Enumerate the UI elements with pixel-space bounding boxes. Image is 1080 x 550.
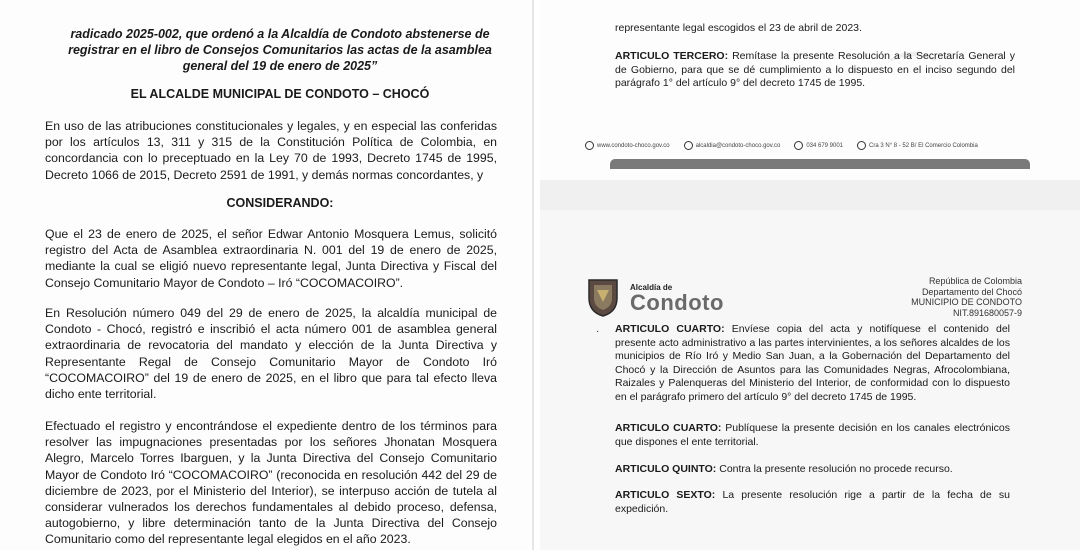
attributions-paragraph: En uso de las atribuciones constitucionales y legales, y en especial las conferidas por los artículos 13, 311 y 315 de la Constitución Política de Colombia, en concordancia con lo preceptuado en la Ley 70 de 1993, Decreto 1745 de 1995, Decreto 1066 de 2015, Decreto 2591 de 1991, y demás normas concordantes, y (45, 119, 497, 182)
footer-bar (610, 159, 1030, 169)
letterhead-line: NIT.891680057-9 (952, 307, 1022, 318)
article-cuarto-1-text: Envíese copia del acta y notifíquese el contenido del presente acto administrativo a las partes intervinientes, a los señores alcaldes de los municipios de Río Iró y Medio San Juan, a la Gobernación del Departamento del Chocó y la Dirección de Asuntos para las Comunidades Negras, Afrocolombiana, Raizales y Palenqueras del Ministerio del Interior, de conformidad con lo dispuesto en el parágrafo primero del artículo 9° del decreto 1745 de 1995. (615, 323, 1010, 403)
article-sexto-text: La presente resolución rige a partir de la fecha de su expedición. (615, 489, 1010, 515)
article-sexto-label: ARTICULO SEXTO: (615, 489, 716, 501)
footer-phone (794, 141, 843, 150)
title-line: general del 19 de enero de 2025” (182, 59, 378, 73)
letterhead-line: República de Colombia (928, 276, 1022, 286)
article-tercero-label: ARTICULO TERCERO: (615, 50, 729, 62)
bullet-mark: · (596, 326, 600, 337)
municipality-shield-logo (585, 276, 621, 318)
right-top-document-page (540, 0, 1080, 180)
watermark-decoration: ⌒ (890, 50, 936, 102)
title-line: radicado 2025-002, que ordenó a la Alcaldía de Condoto abstenerse de (70, 27, 490, 41)
resolution-title (60, 26, 500, 74)
article-cuarto-2-text: Publíquese la presente decisión en los canales electrónicos que dispones el ente territorial. (615, 422, 1010, 448)
logo-caption: Alcaldía de (630, 283, 673, 292)
footer-website (585, 141, 670, 150)
phone-icon (794, 141, 803, 150)
considerando-paragraph-1: Que el 23 de enero de 2025, el señor Edwar Antonio Mosquera Lemus, solicitó registro del Acta de Asamblea extraordinaria N. 001 del 19 de enero de 2025, mediante la cual se eligió nuevo representante legal, Junta Directiva y Fiscal del Consejo Comunitario Mayor de Condoto – Iró “COCOMACOIRO”. (45, 227, 497, 290)
page-footer (585, 141, 978, 150)
letterhead (911, 276, 1022, 318)
mayor-heading: EL ALCALDE MUNICIPAL DE CONDOTO – CHOCÓ (130, 87, 430, 101)
article-sexto (615, 489, 1010, 516)
mail-icon (684, 141, 693, 150)
letterhead-line: MUNICIPIO DE CONDOTO (911, 297, 1022, 307)
logo-wordmark: Condoto (630, 290, 724, 315)
right-bottom-document-page (540, 210, 1080, 550)
article-cuarto-2 (615, 422, 1010, 449)
article-cuarto-2-label: ARTICULO CUARTO: (615, 422, 722, 434)
location-icon (857, 141, 866, 150)
considerando-paragraph-3: Efectuado el registro y encontrándose el expediente dentro de los términos para resolver las impugnaciones presentadas por los señores Jhonatan Mosquera Alegro, Marcelo Torres Ibarguen, y la Junta Directiva del Consejo Comunitario Mayor de Condoto Iró “COCOMACOIRO” (reconocida en resolución 442 del 29 de diciembre de 2023, por el Ministerio del Interior), se interpuso acción de tutela al considerar vulnerados los derechos fundamentales al debido proceso, defensa, autogobierno, y libre determinación tanto de la Junta Directiva del Consejo Comunitario como del representante legal elegidos en el año 2023. (45, 419, 497, 547)
left-document-page (0, 0, 530, 550)
footer-address-text: Cra 3 N° 8 - 52 B/ El Comercio Colombia (869, 142, 978, 149)
article-cuarto-1-label: ARTICULO CUARTO: (615, 323, 725, 335)
previous-article-tail: representante legal escogidos el 23 de abril de 2023. (615, 22, 862, 34)
considerando-heading: CONSIDERANDO: (226, 196, 334, 210)
footer-email-text: alcaldia@condoto-choco.gov.co (695, 142, 781, 149)
article-tercero-text: Remítase la presente Resolución a la Secretaría General y de Gobierno, para que se dé cumplimiento a lo dispuesto en el inciso segundo del parágrafo 1° del artículo 9° del decreto 1745 de 1995. (615, 50, 1015, 89)
article-quinto-text: Contra la presente resolución no procede recurso. (716, 463, 953, 475)
title-line: registrar en el libro de Consejos Comunitarios las actas de la asamblea (68, 43, 492, 57)
footer-website-text: www.condoto-choco.gov.co (597, 142, 670, 149)
considerando-paragraph-2: En Resolución número 049 del 29 de enero de 2025, la alcaldía municipal de Condoto - Chocó, registró e inscribió el acta número 001 de asamblea general extraordinaria de revocatoria del mandato y elección de la Junta Directiva y Representante Regal de Consejo Comunitario Mayor de Condoto Iró “COCOMACOIRO” del 19 de enero de 2025, en el libro que para tal efecto lleva dicho ente territorial. (45, 306, 497, 402)
article-tercero (615, 50, 1015, 91)
article-cuarto-1 (615, 323, 1010, 404)
letterhead-line: Departamento del Chocó (921, 286, 1022, 297)
article-quinto (615, 463, 1010, 477)
article-quinto-label: ARTICULO QUINTO: (615, 463, 717, 475)
globe-icon (585, 141, 594, 150)
page-divider (532, 0, 534, 550)
footer-address (857, 141, 978, 150)
footer-email (684, 141, 781, 150)
page-gap (540, 180, 1080, 210)
footer-phone-text: 034 679 9001 (806, 142, 844, 149)
